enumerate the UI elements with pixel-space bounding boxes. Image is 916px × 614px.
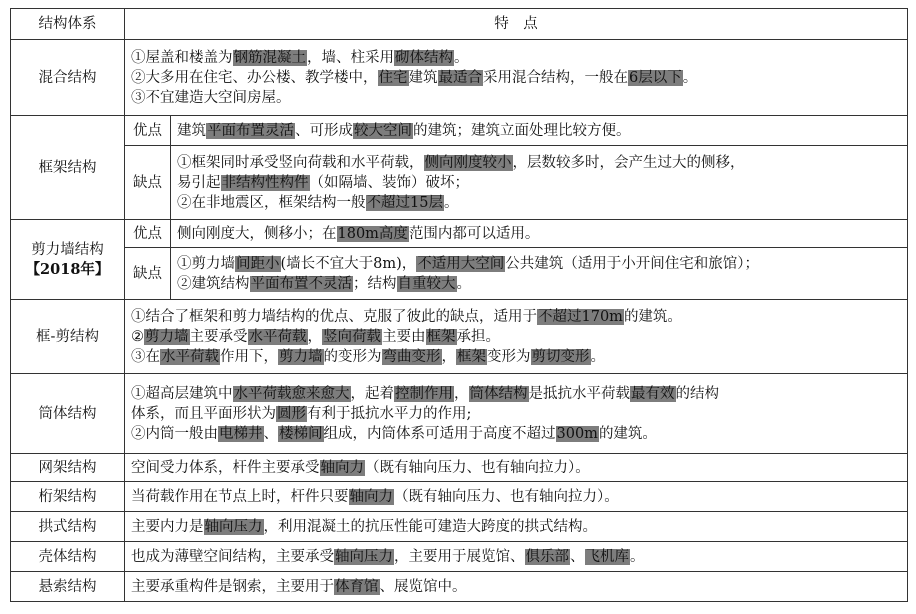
row-content (171, 146, 908, 220)
row-jianliqiang-pro (11, 220, 908, 248)
text-line: ①屋盖和楼盖为钢筋混凝土，墙、柱采用砌体结构。 (131, 49, 469, 66)
highlighted-text: 筒体结构 (469, 385, 528, 402)
highlighted-text: 不超过170m (538, 308, 623, 325)
highlighted-text: 轴向力 (320, 459, 364, 476)
highlighted-text: 300m (556, 425, 598, 442)
con-label: 缺点 (125, 248, 171, 300)
highlighted-text: 水平荷载 (161, 348, 219, 365)
text-line: 也成为薄壁空间结构，主要承受轴向压力，主要用于展览馆、俱乐部、飞机库。 (131, 548, 645, 565)
highlighted-text: 最有效 (631, 385, 675, 402)
row-xuansuo (11, 572, 908, 602)
highlighted-text: 控制作用 (395, 385, 453, 402)
highlighted-text: 框架 (426, 328, 456, 345)
highlighted-text: 不适用大空间 (417, 255, 505, 272)
row-name: 拱式结构 (11, 512, 125, 542)
text-line: 主要承重构件是钢索，主要用于体育馆、展览馆中。 (131, 578, 467, 595)
text-line: 建筑平面布置灵活、可形成较大空间的建筑；建筑立面处理比较方便。 (177, 122, 631, 139)
highlighted-text: 水平荷载愈来愈大 (233, 385, 350, 402)
row-jianliqiang-con (11, 248, 908, 300)
highlighted-text: 框架 (457, 348, 486, 365)
row-gongshi (11, 512, 908, 542)
row-content (125, 374, 908, 454)
highlighted-text: 砌体结构 (395, 49, 453, 66)
structure-systems-table (10, 8, 908, 602)
highlighted-text: 弯曲变形 (382, 348, 441, 365)
text-line: ①结合了框架和剪力墙结构的优点、克服了彼此的缺点，适用于不超过170m的建筑。 (131, 308, 682, 325)
text-line: ②剪力墙主要承受水平荷载，竖向荷载主要由框架承担。 (131, 328, 500, 345)
text-line: 空间受力体系，杆件主要承受轴向力（既有轴向压力、也有轴向拉力）。 (131, 459, 590, 476)
highlighted-text: 体育馆 (335, 578, 379, 595)
text-line: ①超高层建筑中水平荷载愈来愈大，起着控制作用，筒体结构是抵抗水平荷载最有效的结构 (131, 385, 719, 402)
text-line: ③不宜建造大空间房屋。 (131, 89, 291, 106)
text-line: 易引起非结构性构件（如隔墙、装饰）破坏； (177, 174, 469, 191)
text-line: ②建筑结构平面布置不灵活；结构自重较大。 (177, 275, 471, 292)
highlighted-text: 圆形 (277, 405, 306, 422)
highlighted-text: 剪力墙 (279, 348, 323, 365)
text-line: ①框架同时承受竖向荷载和水平荷载，侧向刚度较小，层数较多时，会产生过大的侧移， (177, 154, 745, 171)
row-content (125, 482, 908, 512)
highlighted-text: 平面布置不灵活 (250, 275, 352, 292)
highlighted-text: 楼梯间 (279, 425, 323, 442)
highlighted-text: 不超过15层 (366, 194, 443, 211)
highlighted-text: 轴向压力 (335, 548, 393, 565)
highlighted-text: 侧向刚度较小 (424, 154, 512, 171)
row-name: 桁架结构 (11, 482, 125, 512)
highlighted-text: 6层以下 (629, 69, 682, 86)
highlighted-text: 竖向荷载 (323, 328, 381, 345)
row-content (125, 454, 908, 482)
highlighted-text: 间距小 (236, 255, 280, 272)
row-content (125, 542, 908, 572)
highlighted-text: 钢筋混凝土 (233, 49, 306, 66)
row-name: 悬索结构 (11, 572, 125, 602)
pro-label: 优点 (125, 116, 171, 146)
highlighted-text: 剪力墙 (145, 328, 189, 345)
row-wangjia (11, 454, 908, 482)
row-name: 筒体结构 (11, 374, 125, 454)
row-content (125, 572, 908, 602)
con-label: 缺点 (125, 146, 171, 220)
highlighted-text: 平面布置灵活 (207, 122, 294, 139)
row-content (171, 116, 908, 146)
row-name: 剪力墙结构 【2018年】 (11, 220, 125, 300)
text-line: ①剪力墙间距小(墙长不宜大于8m)，不适用大空间公共建筑（适用于小开间住宅和旅馆）； (177, 255, 760, 272)
highlighted-text: 飞机库 (585, 548, 629, 565)
row-content (125, 512, 908, 542)
header-features: 特 点 (125, 9, 908, 40)
row-content (125, 40, 908, 116)
text-line: 侧向刚度大，侧移小；在180m高度范围内都可以适用。 (177, 225, 540, 242)
table-header-row (11, 9, 908, 40)
text-line: 当荷载作用在节点上时，杆件只要轴向力（既有轴向压力、也有轴向拉力）。 (131, 488, 619, 505)
row-kuangjia-con (11, 146, 908, 220)
highlighted-text: 轴向压力 (204, 518, 263, 535)
row-keti (11, 542, 908, 572)
text-line: ②大多用在住宅、办公楼、教学楼中，住宅建筑最适合采用混合结构，一般在6层以下。 (131, 69, 698, 86)
highlighted-text: 轴向力 (349, 488, 393, 505)
text-line: 主要内力是轴向压力，利用混凝土的抗压性能可建造大跨度的拱式结构。 (131, 518, 597, 535)
row-name: 混合结构 (11, 40, 125, 116)
row-kuangjian (11, 300, 908, 374)
highlighted-text: 剪切变形 (531, 348, 590, 365)
header-structure-system: 结构体系 (11, 9, 125, 40)
highlighted-text: 水平荷载 (248, 328, 307, 345)
text-line: ③在水平荷载作用下，剪力墙的变形为弯曲变形，框架变形为剪切变形。 (131, 348, 605, 365)
text-line: ②在非地震区，框架结构一般不超过15层。 (177, 194, 459, 211)
highlighted-text: 自重较大 (397, 275, 456, 292)
row-name: 壳体结构 (11, 542, 125, 572)
highlighted-text: 住宅 (378, 69, 408, 86)
highlighted-text: 180m高度 (337, 225, 408, 242)
row-hunhe (11, 40, 908, 116)
pro-label: 优点 (125, 220, 171, 248)
highlighted-text: 俱乐部 (525, 548, 569, 565)
row-content (171, 220, 908, 248)
text-line: 体系，而且平面形状为圆形有利于抵抗水平力的作用; (131, 405, 472, 422)
highlighted-text: 非结构性构件 (221, 174, 309, 191)
row-hengjia (11, 482, 908, 512)
highlighted-text: 最适合 (438, 69, 482, 86)
row-name: 框-剪结构 (11, 300, 125, 374)
row-name: 网架结构 (11, 454, 125, 482)
highlighted-text: 电梯井 (219, 425, 263, 442)
row-content (171, 248, 908, 300)
highlighted-text: 较大空间 (354, 122, 412, 139)
text-line: ②内筒一般由电梯井、楼梯间组成，内筒体系可适用于高度不超过300m的建筑。 (131, 425, 657, 442)
row-kuangjia-pro (11, 116, 908, 146)
row-name: 框架结构 (11, 116, 125, 220)
row-tongti (11, 374, 908, 454)
row-content (125, 300, 908, 374)
